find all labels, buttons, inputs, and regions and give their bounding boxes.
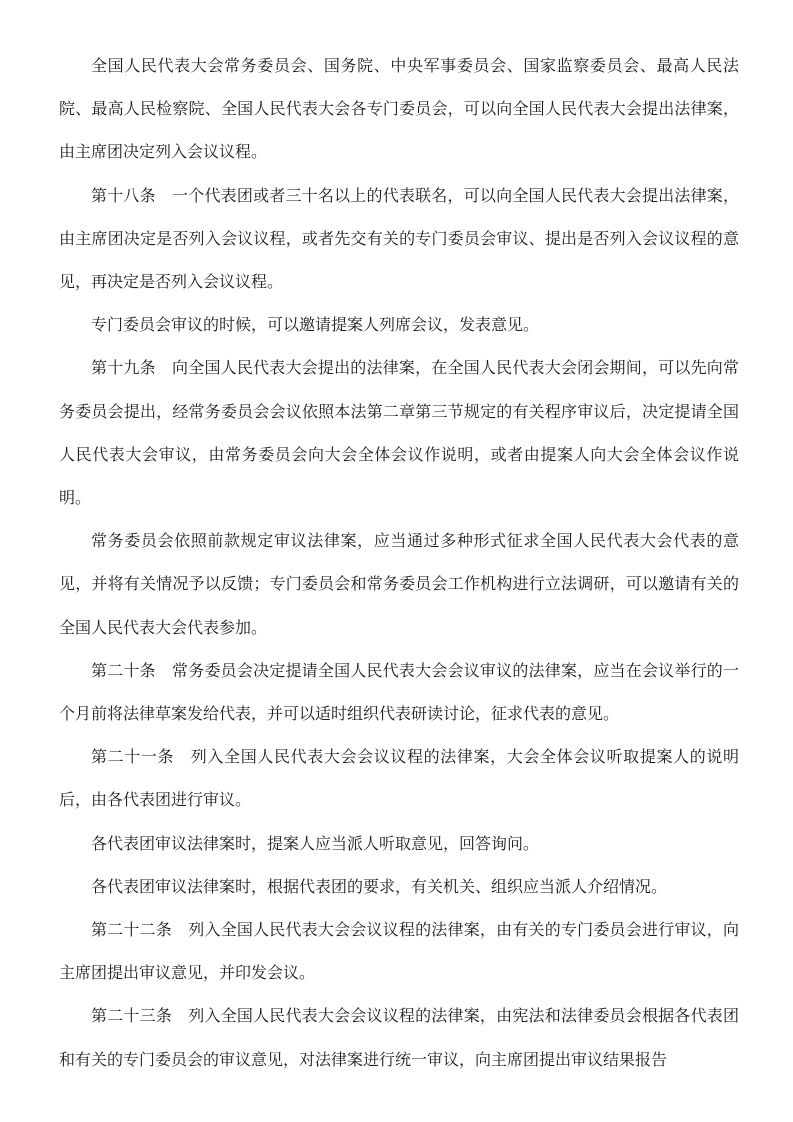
article-number: 第二十一条	[91, 747, 175, 767]
paragraph-text: 常务委员会依照前款规定审议法律案，应当通过多种形式征求全国人民代表大会代表的意见，并将有关情况予以反馈；专门委员会和常务委员会工作机构进行立法调研，可以邀请有关的全国人民代表大会代表参加。	[59, 531, 739, 637]
paragraph-text: 一个代表团或者三十名以上的代表联名，可以向全国人民代表大会提出法律案，由主席团决定是否列入会议议程，或者先交有关的专门委员会审议、提出是否列入会议议程的意见，再决定是否列入会议议程。	[59, 185, 739, 292]
paragraph	[59, 519, 739, 649]
paragraph-text: 专门委员会审议的时候，可以邀请提案人列席会议，发表意见。	[91, 315, 540, 335]
paragraph	[59, 303, 739, 346]
article-number: 第二十条	[91, 660, 156, 680]
paragraph	[59, 735, 739, 821]
paragraph	[59, 649, 739, 735]
paragraph-text: 各代表团审议法律案时，提案人应当派人听取意见，回答询问。	[91, 833, 540, 853]
paragraph	[59, 822, 739, 865]
paragraph-text: 全国人民代表大会常务委员会、国务院、中央军事委员会、国家监察委员会、最高人民法院、最高人民检察院、全国人民代表大会各专门委员会，可以向全国人民代表大会提出法律案，由主席团决定列入会议议程。	[59, 56, 739, 162]
article-number: 第二十二条	[91, 920, 173, 940]
paragraph	[59, 908, 739, 994]
paragraph	[59, 174, 739, 304]
paragraph-text: 各代表团审议法律案时，根据代表团的要求，有关机关、组织应当派人介绍情况。	[91, 876, 668, 896]
article-number: 第十九条	[91, 358, 156, 378]
article-number: 第二十三条	[91, 1006, 173, 1026]
paragraph-text: 列入全国人民代表大会会议议程的法律案，由宪法和法律委员会根据各代表团和有关的专门委员会的审议意见，对法律案进行统一审议，向主席团提出审议结果报告	[59, 1006, 739, 1069]
paragraph-text: 常务委员会决定提请全国人民代表大会会议审议的法律案，应当在会议举行的一个月前将法律草案发给代表，并可以适时组织代表研读讨论，征求代表的意见。	[59, 660, 739, 724]
paragraph-text: 列入全国人民代表大会会议议程的法律案，由有关的专门委员会进行审议，向主席团提出审议意见，并印发会议。	[59, 920, 739, 983]
paragraph	[59, 994, 739, 1080]
paragraph-text: 列入全国人民代表大会会议议程的法律案，大会全体会议听取提案人的说明后，由各代表团进行审议。	[59, 747, 739, 810]
paragraph	[59, 865, 739, 908]
paragraph-text: 向全国人民代表大会提出的法律案，在全国人民代表大会闭会期间，可以先向常务委员会提出，经常务委员会会议依照本法第二章第三节规定的有关程序审议后，决定提请全国人民代表大会审议，由常务委员会向大会全体会议作说明，或者由提案人向大会全体会议作说明。	[59, 358, 739, 508]
article-number: 第十八条	[91, 185, 156, 205]
document-body	[59, 44, 739, 1081]
paragraph	[59, 44, 739, 174]
paragraph	[59, 346, 739, 519]
